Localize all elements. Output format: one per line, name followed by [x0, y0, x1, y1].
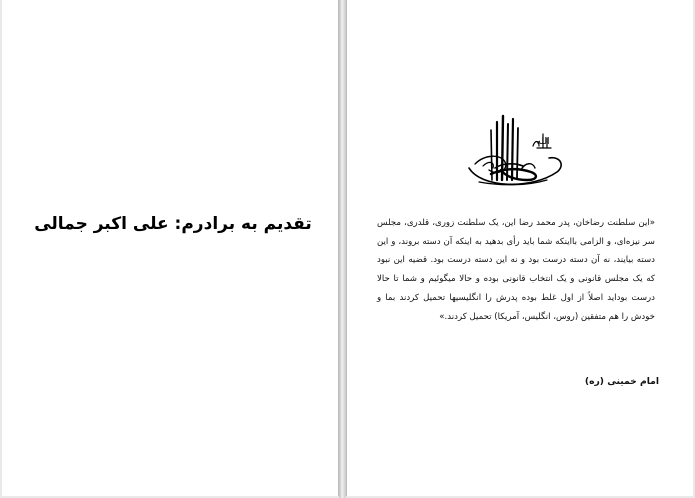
dedication-text: تقدیم به برادرم: علی اکبر جمالی	[34, 214, 312, 234]
quote-attribution: امام خمینی (ره)	[584, 376, 659, 387]
left-page	[2, 0, 339, 496]
right-page	[346, 0, 693, 496]
calligraphy-seal-icon	[461, 110, 571, 192]
quote-text: «این سلطنت رضاخان، پدر محمد رضا این، یک سلطنت زوری، قلدری، مجلس سر نیزه‌ای، و الزامی بااینکه شما باید رأی بدهید به اینکه آن دسته بروند، و این دسته بیایند، نه آن دسته درست بود و نه این دسته درست بود. قضیه این نبود که یک مجلس قانونی و یک انتخاب قانونی بوده و حالا میگوئیم و شما تا حالا درست بود‌اید اصلاً از اول غلط بوده پدرش را انگلیسیها تحمیل کردند بما و خودش را هم متفقین (روس، انگلیس، آمریکا) تحمیل کردند.»	[377, 218, 655, 322]
seal-text: الله	[536, 137, 550, 147]
book-gutter	[339, 0, 346, 498]
